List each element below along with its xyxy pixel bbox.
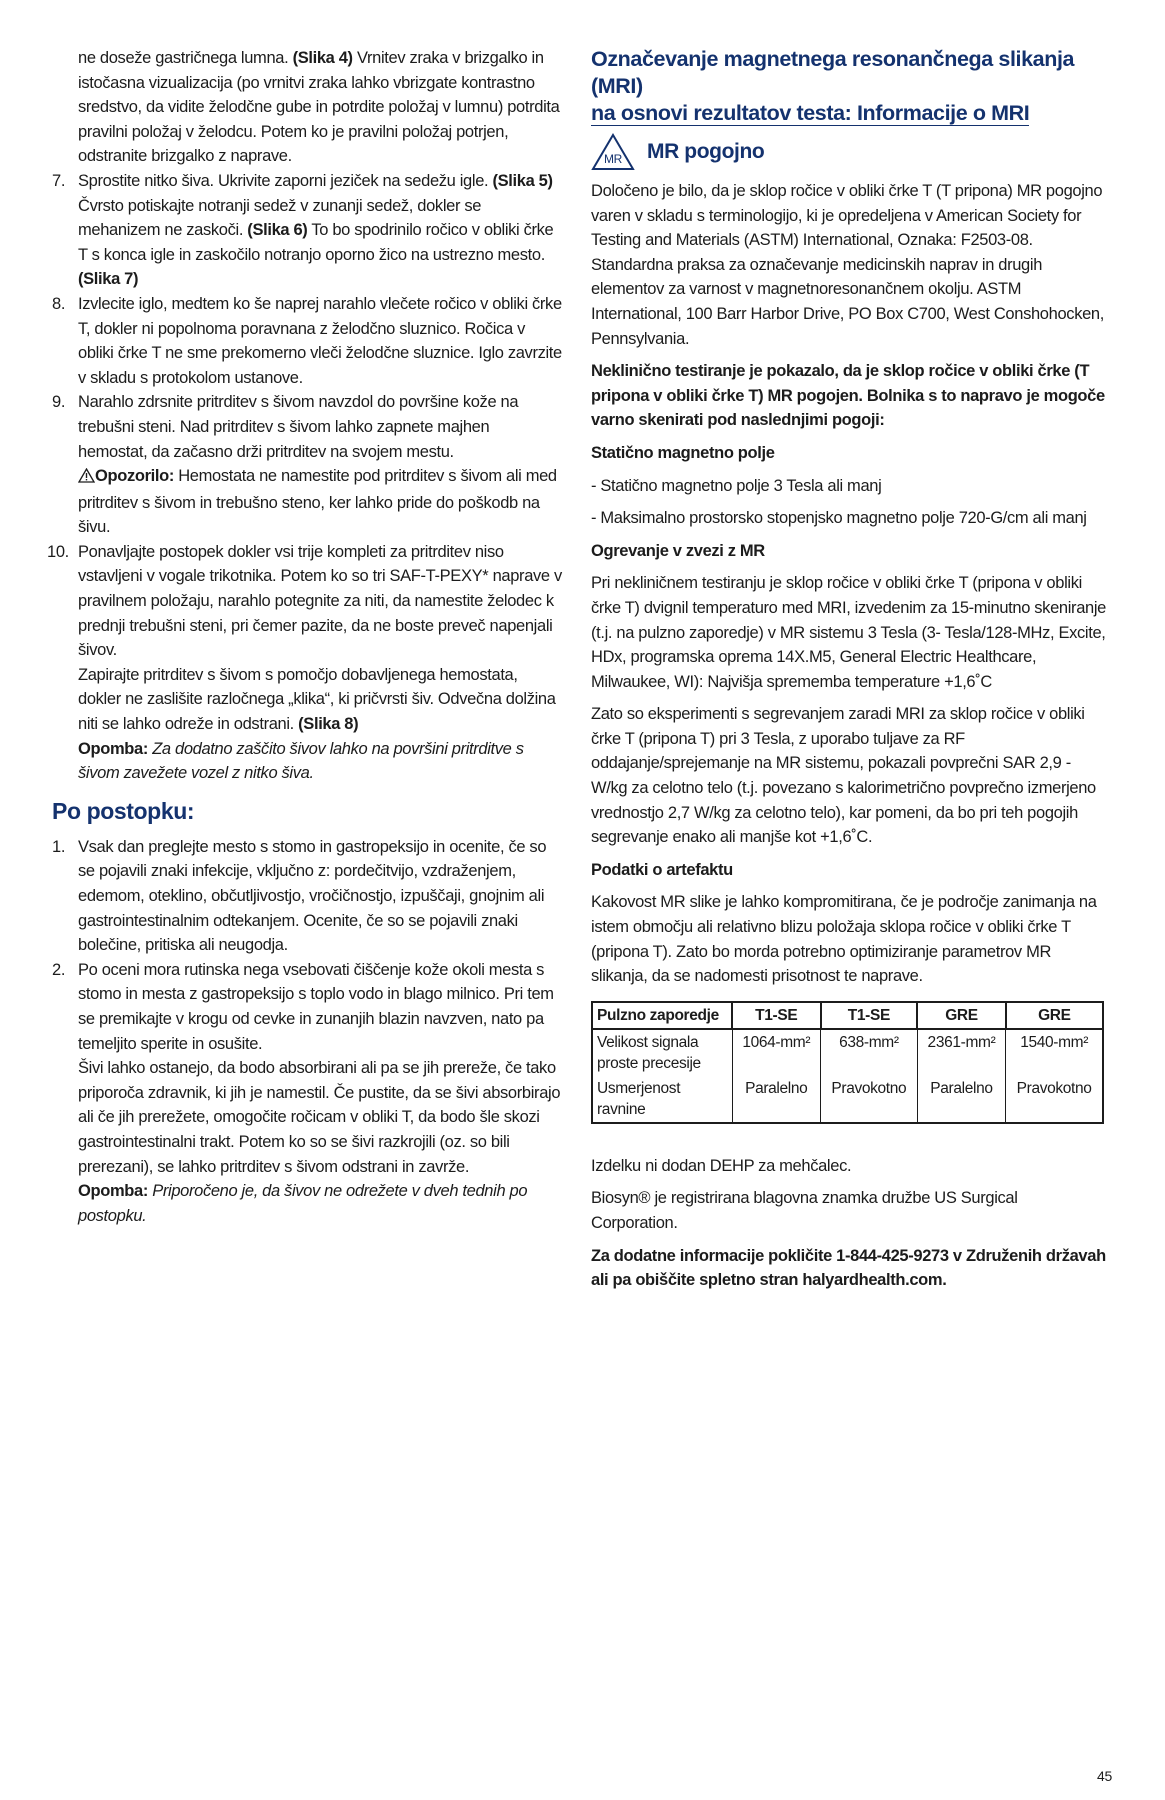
post-note-text: Priporočeno je, da šivov ne odrežete v dveh tednih po postopku. bbox=[78, 1182, 528, 1225]
post-step-2 bbox=[52, 958, 562, 1229]
step-9-text: Narahlo zdrsnite pritrditev s šivom navzdol do površine kože na trebušni steni. Nad pritrditev s šivom lahko zapnete majhen hemostat, da začasno drži pritrditev na svojem mestu. bbox=[78, 393, 519, 461]
post-step-2-text-1: Po oceni mora rutinska nega vsebovati čiščenje kože okoli mesta s stomo in mesta z gastropeksijo s toplo vodo in blago milnico. Pri tem se premikajte v krogu od cevke in zunanjih blazin navzven, nato pa temeljito sperite in osušite. bbox=[78, 960, 554, 1053]
artifact-paragraph: Kakovost MR slike je lahko kompromitirana, če je področje zanimanja na istem območju ali relativno blizu položaja sklopa ročice v obliki črke T (pripona T). Zato bo morda potrebno optimiziranje parametrov MR slikanja, da se nadomesti prisotnost te naprave. bbox=[591, 893, 1097, 986]
table-header: T1-SE bbox=[732, 1002, 821, 1029]
mri-bold-paragraph: Neklinično testiranje je pokazalo, da je sklop ročice v obliki črke (T pripona v obliki črke T) MR pogojen. Bolnika s to napravo je mogoče varno skenirati pod naslednjimi pogoji: bbox=[591, 362, 1105, 430]
mri-heading-line-1: Označevanje magnetnega resonančnega slikanja (MRI) bbox=[591, 47, 1075, 98]
step-7-number: 7. bbox=[52, 171, 66, 190]
mri-paragraph-1: Določeno je bilo, da je sklop ročice v obliki črke T (T pripona) MR pogojno varen v skladu s terminologijo, ki je opredeljena v American Society for Testing and Materials (ASTM) International, Oznaka: F2503-08. Standardna praksa za označevanje medicinskih naprav in drugih elementov za varnost v magnetnoresonančnem okolju. ASTM International, 100 Barr Harbor Drive, PO Box C700, West Conshohocken, Pennsylvania. bbox=[591, 182, 1104, 348]
step-7-text-3: To bo spodrinilo ročico v obliki črke T s konca igle in zaskočilo notranjo oporno žico na ustrezno mesto. bbox=[78, 221, 554, 264]
artifact-heading: Podatki o artefaktu bbox=[591, 860, 733, 879]
trademark-statement: Biosyn® je registrirana blagovna znamka družbe US Surgical Corporation. bbox=[591, 1189, 1018, 1232]
figure-ref-4: (Slika 4) bbox=[292, 49, 353, 67]
static-field-item-1: - Statično magnetno polje 3 Tesla ali manj bbox=[591, 476, 882, 495]
page-number: 45 bbox=[1097, 1768, 1112, 1784]
step-10-text-2: Zapirajte pritrditev s šivom s pomočjo dobavljenega hemostata, dokler ne zaslišite razločnega „klika“, ki pričvrsti šiv. Odvečna dolžina niti se lahko odreže in odstrani. bbox=[78, 665, 556, 734]
figure-ref-6: (Slika 6) bbox=[247, 221, 308, 240]
contact-info: Za dodatne informacije pokličite 1-844-425-9273 v Združenih državah ali pa obiščite spletno stran halyardhealth.com. bbox=[591, 1246, 1106, 1290]
mr-conditional-row bbox=[591, 133, 1106, 171]
table-cell: Pravokotno bbox=[821, 1076, 918, 1123]
mr-icon-text: MR bbox=[604, 152, 622, 166]
step-8 bbox=[52, 292, 562, 390]
table-header: Pulzno zaporedje bbox=[592, 1002, 732, 1029]
table-cell: Usmerjenost ravnine bbox=[592, 1076, 732, 1123]
warning-icon bbox=[78, 466, 95, 491]
step-9-number: 9. bbox=[52, 393, 66, 412]
note-label: Opomba: bbox=[78, 739, 148, 758]
step-9 bbox=[52, 390, 562, 540]
mr-conditional-title: MR pogojno bbox=[647, 139, 765, 163]
step-10 bbox=[47, 540, 562, 786]
table-header-row bbox=[592, 1002, 1103, 1029]
table-cell: Velikost signala proste precesije bbox=[592, 1029, 732, 1076]
heating-paragraph-1: Pri nekliničnem testiranju je sklop ročice v obliki črke T (pripona v obliki črke T) dvignil temperaturo med MRI, izvedenim za 15-minutno skeniranje (t.j. na pulzno zaporedje) v MR sistemu 3 Tesla (3- Tesla/128-MHz, Excite, HDx, programska oprema 14X.M5, General Electric Healthcare, Milwaukee, WI): Najvišja sprememba temperature +1,6˚C bbox=[591, 574, 1106, 691]
table-cell: 1064-mm² bbox=[732, 1029, 821, 1076]
table-header: GRE bbox=[917, 1002, 1006, 1029]
step-7-text-1: Sprostite nitko šiva. Ukrivite zaporni jeziček na sedežu igle. bbox=[78, 171, 493, 190]
step-10-number: 10. bbox=[47, 542, 69, 561]
figure-ref-8: (Slika 8) bbox=[298, 715, 359, 734]
step-7 bbox=[52, 169, 562, 292]
figure-ref-7: (Slika 7) bbox=[78, 270, 139, 289]
table-cell: Paralelno bbox=[917, 1076, 1006, 1123]
post-step-2-text-2: Šivi lahko ostanejo, da bodo absorbirani ali pa se jih prereže, če tako priporoča zdravnik, ki jih je namestil. Če pustite, da se šivi absorbirajo ali če jih prerežete, omogočite ročicam v obliki T, da bodo šle skozi gastrointestinalni trakt. Potem ko so se šivi razkrojili (oz. so bili prerezani), se lahko pritrditev s šivom odstrani in zavrže. bbox=[78, 1059, 561, 1176]
left-column bbox=[47, 46, 562, 1228]
mri-heading-line-2: na osnovi rezultatov testa: Informacije o MRI bbox=[591, 101, 1030, 125]
step-8-text: Izvlecite iglo, medtem ko še naprej narahlo vlečete ročico v obliki črke T, dokler ni popolnoma poravnana z želodčno sluznico. Ročica v obliki črke T ne sme prekomerno vleči želodčne sluznice. Iglo zavrzite v skladu s protokolom ustanove. bbox=[78, 294, 562, 387]
figure-ref-5: (Slika 5) bbox=[492, 171, 553, 190]
intro-text-2: Vrnitev zraka v brizgalko in istočasna vizualizacija (po vrnitvi zraka lahko vbrizgate kontrastno sredstvo, da vidite želodčne gube in potrdite položaj v lumnu) potrdita pravilni položaj v želodcu. Potem ko je pravilni položaj potrjen, odstranite brizgalko z naprave. bbox=[78, 49, 560, 166]
post-note-label: Opomba: bbox=[78, 1182, 148, 1201]
table-cell: 638-mm² bbox=[821, 1029, 918, 1076]
post-step-1 bbox=[52, 835, 562, 958]
heating-heading: Ogrevanje v zvezi z MR bbox=[591, 541, 765, 560]
table-header: GRE bbox=[1006, 1002, 1103, 1029]
heating-paragraph-2: Zato so eksperimenti s segrevanjem zaradi MRI za sklop ročice v obliki črke T (pripona T) pri 3 Tesla, z uporabo tuljave za RF oddajanje/sprejemanje na MR sistemu, pokazali povprečni SAR 2,9 -W/kg za celotno telo (t.j. povezano s kalorimetrično povprečno izmerjeno vrednostjo 2,7 W/kg za celotno telo), kar pomeni, da bo pri teh pogojih segrevanje enako ali manjše kot +1,6˚C. bbox=[591, 705, 1096, 847]
right-column bbox=[591, 46, 1106, 1293]
intro-text-1: ne doseže gastričnega lumna. bbox=[78, 49, 293, 67]
post-procedure-heading: Po postopku: bbox=[52, 797, 195, 824]
step-10-text-1: Ponavljajte postopek dokler vsi trije kompleti za pritrditev niso vstavljeni v vogale trikotnika. Potem ko so tri SAF-T-PEXY* naprave v pravilnem položaju, narahlo potegnite za niti, da namestite želodec k prednji trebušni steni, pri čemer pazite, da ne boste preveč napenjali šivov. bbox=[78, 542, 562, 660]
post-step-2-number: 2. bbox=[52, 960, 66, 979]
intro-paragraph bbox=[52, 46, 562, 169]
artifact-table bbox=[591, 1001, 1104, 1124]
table-cell: 1540-mm² bbox=[1006, 1029, 1103, 1076]
warning-text: Hemostata ne namestite pod pritrditev s šivom ali med pritrditev s šivom in trebušno steno, ker lahko pride do poškodb na šivu. bbox=[78, 467, 557, 537]
table-cell: Pravokotno bbox=[1006, 1076, 1103, 1123]
static-field-item-2: - Maksimalno prostorsko stopenjsko magnetno polje 720-G/cm ali manj bbox=[591, 509, 1087, 528]
table-cell: Paralelno bbox=[732, 1076, 821, 1123]
static-field-heading: Statično magnetno polje bbox=[591, 443, 775, 462]
note-text: Za dodatno zaščito šivov lahko na površini pritrditve s šivom zavežete vozel z nitko šiva. bbox=[78, 739, 524, 783]
post-step-1-text: Vsak dan preglejte mesto s stomo in gastropeksijo in ocenite, če so se pojavili znaki infekcije, vključno z: pordečitvijo, vzdraženjem, edemom, oteklino, občutljivostjo, vročičnostjo, izpuščaji, gnojnim ali gastrointestinalnim odtekanjem. Ocenite, če so se pojavili znaki bolečine, pritiska ali neugodja. bbox=[78, 837, 547, 955]
mri-section-heading bbox=[591, 46, 1106, 127]
dehp-statement: Izdelku ni dodan DEHP za mehčalec. bbox=[591, 1156, 852, 1175]
table-header: T1-SE bbox=[821, 1002, 918, 1029]
warning-label: Opozorilo: bbox=[95, 467, 174, 486]
table-row bbox=[592, 1029, 1103, 1076]
step-7-text-2: Čvrsto potiskajte notranji sedež v zunanji sedež, dokler se mehanizem ne zaskoči. bbox=[78, 196, 482, 240]
table-cell: 2361-mm² bbox=[917, 1029, 1006, 1076]
table-row bbox=[592, 1076, 1103, 1123]
post-step-1-number: 1. bbox=[52, 837, 66, 856]
mr-conditional-icon bbox=[591, 133, 635, 171]
step-8-number: 8. bbox=[52, 294, 66, 313]
